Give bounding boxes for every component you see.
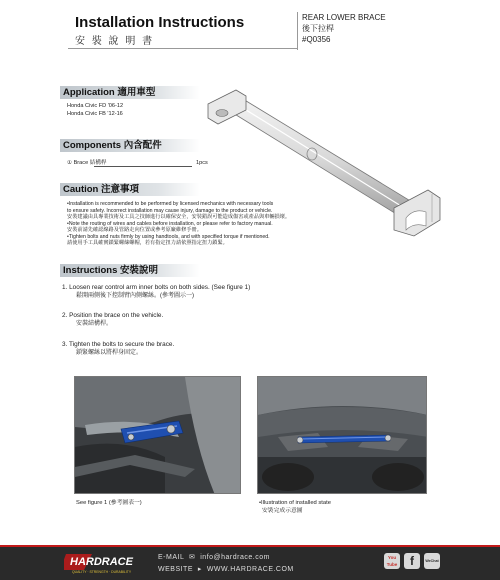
application-heading: Application 適用車型 — [60, 86, 200, 99]
page-subtitle: 安 裝 說 明 書 — [75, 36, 155, 47]
caution-line: •Note the routing of wires and cables before installation, or please refer to factory manual. — [67, 220, 273, 227]
component-qty: 1pcs — [196, 160, 208, 166]
caution-line: to ensure safety. Incorrect installation may cause injury, damage to the product or vehicle. — [67, 207, 273, 214]
product-name-zh: 後下拉桿 — [302, 24, 334, 33]
email-link[interactable]: info@hardrace.com — [200, 554, 270, 561]
logo-brand-text: HARDRACE — [70, 556, 133, 568]
application-line-2: Honda Civic FB '12-16 — [67, 111, 123, 117]
step-2-en: 2. Position the brace on the vehicle. — [62, 312, 164, 319]
header-divider — [297, 12, 298, 50]
header-rule — [68, 48, 298, 49]
components-heading: Components 內含配件 — [60, 139, 200, 152]
component-item: ① Brace 結構桿 — [67, 160, 107, 166]
email-icon: ✉ — [186, 554, 198, 561]
website-link[interactable]: WWW.HARDRACE.COM — [206, 566, 294, 573]
step-3-en: 3. Tighten the bolts to secure the brace. — [62, 341, 175, 348]
caution-heading: Caution 注意事項 — [60, 183, 200, 196]
figure-1-caption: See figure 1 (參考圖表一) — [76, 500, 142, 506]
email-label: E-MAIL — [158, 554, 185, 561]
caution-line: •Tighten bolts and nuts firmly by using handtools, and with specified torque if mentioned. — [67, 233, 270, 240]
figure-2-caption-zh: 安裝完成示意圖 — [262, 508, 303, 514]
step-1-en: 1. Loosen rear control arm inner bolts on both sides. (See figure 1) — [62, 284, 251, 291]
website-label: WEBSITE — [158, 566, 194, 573]
figure-1-photo — [74, 376, 241, 494]
instructions-heading: Instructions 安裝說明 — [60, 264, 200, 277]
part-number: #Q0356 — [302, 35, 331, 44]
facebook-icon[interactable]: f — [404, 553, 420, 569]
caution-line: •Installation is recommended to be performed by licensed mechanics with necessary tools — [67, 201, 274, 207]
step-1-zh: 鬆開兩側後下控制臂內側螺絲。(參考圖示一) — [76, 293, 194, 299]
step-2-zh: 安裝結構桿。 — [76, 321, 113, 327]
figure-2-photo — [257, 376, 427, 494]
hardrace-logo — [64, 550, 144, 576]
component-leader-line — [94, 166, 192, 167]
product-name-en: REAR LOWER BRACE — [302, 13, 386, 22]
caution-line: 安裝建議由具專業技術及工具之技師進行以確保安全，安裝錯誤可能造成傷害或產品與車輛損壞。 — [67, 214, 291, 220]
application-line-1: Honda Civic FD '06-12 — [67, 103, 124, 109]
step-3-zh: 鎖緊螺絲以將桿身固定。 — [76, 350, 143, 356]
contact-website — [158, 565, 294, 573]
wechat-icon[interactable]: WeChat — [424, 553, 440, 569]
figure-2-caption-en: •Illustration of installed state — [259, 500, 331, 506]
caution-line: 請使用手工具確實鎖緊螺絲螺帽，若有指定扭力請依照指定扭力鎖緊。 — [67, 240, 228, 246]
web-icon: ▸ — [195, 566, 205, 573]
youtube-icon[interactable]: You Tube — [384, 553, 400, 569]
contact-email — [158, 553, 270, 561]
logo-tagline-text: QUALITY · STRENGTH · DURABILITY — [72, 570, 132, 574]
product-info — [302, 12, 386, 45]
page-title: Installation Instructions — [75, 14, 245, 31]
caution-line: 安裝前請先確認線路及管路走向位置或參考原廠維修手冊。 — [67, 227, 202, 233]
